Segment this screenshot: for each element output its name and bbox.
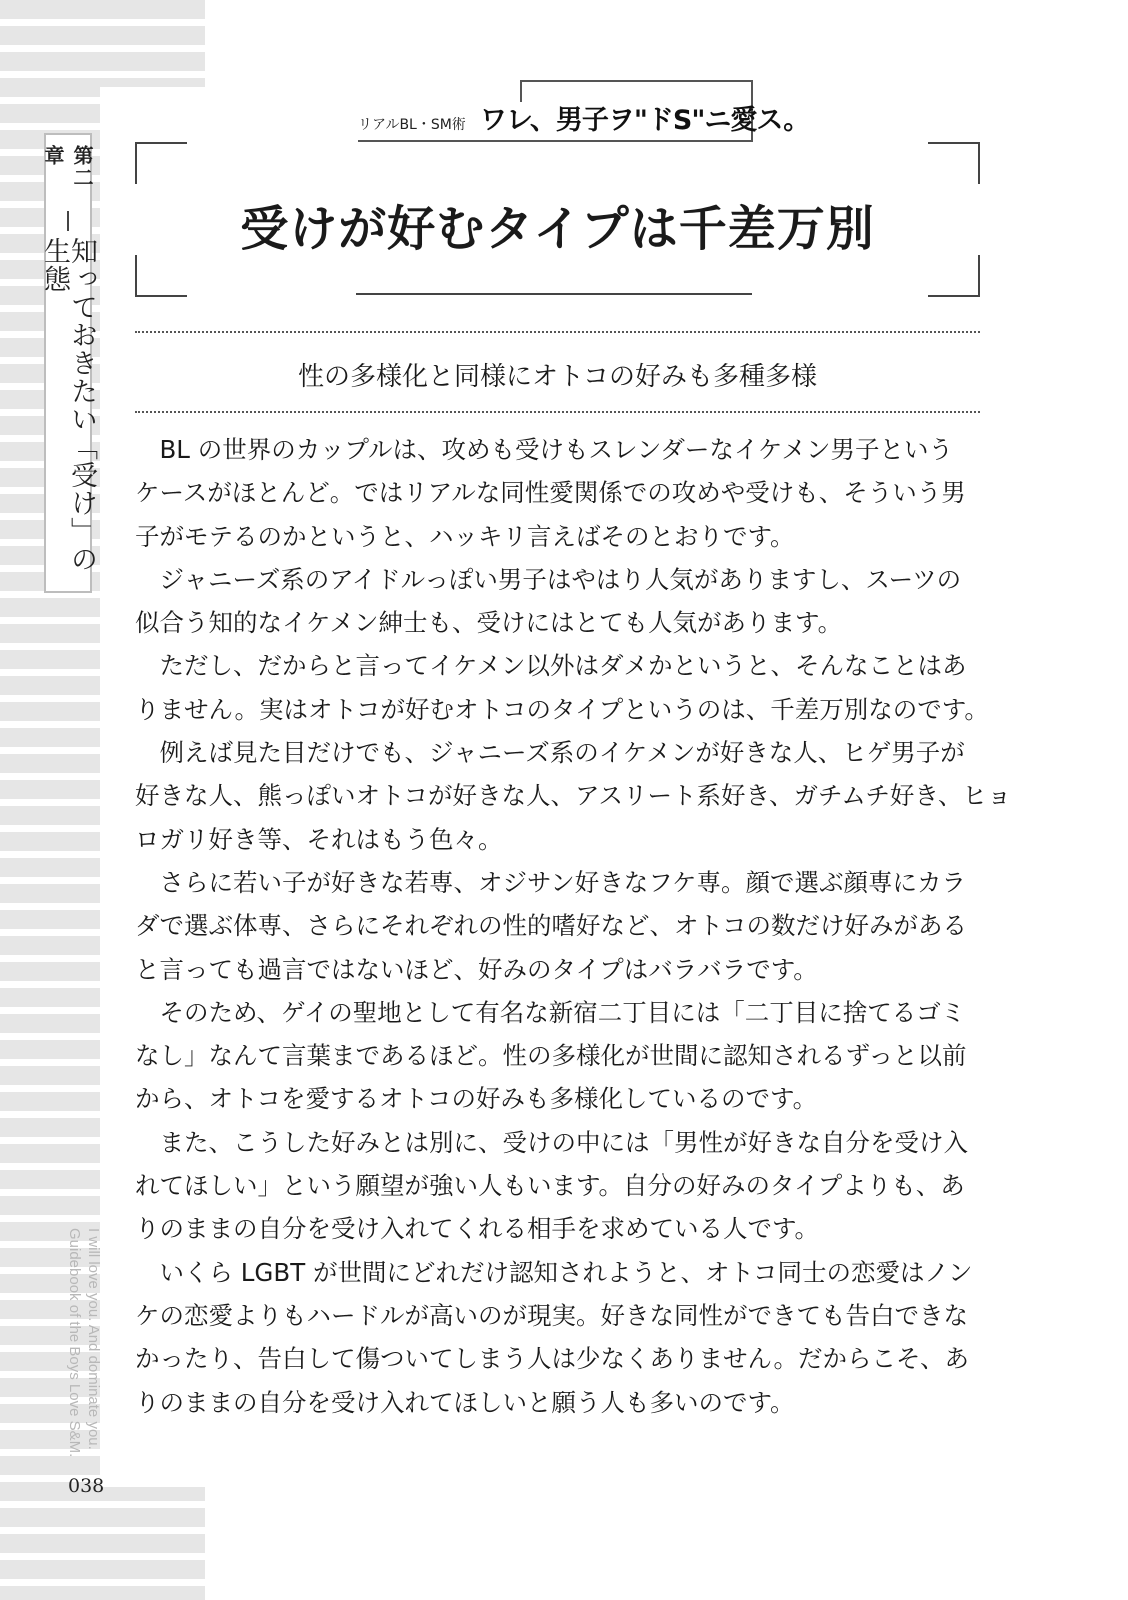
body-line: そのため、ゲイの聖地として有名な新宿二丁目には「二丁目に捨てるゴミ bbox=[135, 997, 966, 1027]
chapter-number: 第二章 bbox=[41, 145, 94, 189]
header-rule bbox=[358, 140, 753, 142]
body-line: ジャニーズ系のアイドルっぽい男子はやはり人気がありますし、スーツの bbox=[135, 564, 962, 594]
body-line: と言っても過言ではないほど、好みのタイプはバラバラです。 bbox=[135, 954, 818, 984]
body-line: りのままの自分を受け入れてほしいと願う人も多いのです。 bbox=[135, 1387, 795, 1417]
body-line: ロガリ好き等、それはもう色々。 bbox=[135, 824, 503, 854]
body-line: また、こうした好みとは別に、受けの中には「男性が好きな自分を受け入 bbox=[135, 1127, 968, 1157]
title-frame-bottom-left bbox=[135, 255, 187, 297]
body-line: ダで選ぶ体専、さらにそれぞれの性的嗜好など、オトコの数だけ好みがある bbox=[135, 911, 968, 941]
page-title: 受けが好むタイプは千差万別 bbox=[240, 201, 875, 257]
body-line: りません。実はオトコが好むオトコのタイプというのは、千差万別なのです。 bbox=[135, 694, 989, 724]
series-title: ワレ、男子ヲ"ドS"ニ愛ス。 bbox=[480, 105, 810, 136]
body-line: ケースがほとんど。ではリアルな同性愛関係での攻めや受けも、そういう男 bbox=[135, 478, 966, 508]
side-english-caption bbox=[64, 1228, 104, 1458]
body-line: なし」なんて言葉まであるほど。性の多様化が世間に認知されるずっと以前 bbox=[135, 1041, 967, 1071]
body-line: いくら LGBT が世間にどれだけ認知されようと、オトコ同士の恋愛はノン bbox=[135, 1257, 973, 1287]
body-line: 好きな人、熊っぽいオトコが好きな人、アスリート系好き、ガチムチ好き、ヒョ bbox=[135, 781, 1012, 811]
body-line: BL の世界のカップルは、攻めも受けもスレンダーなイケメン男子という bbox=[135, 435, 953, 464]
page-number: 038 bbox=[68, 1475, 105, 1497]
chapter-title: 知っておきたい「受け」の生態 bbox=[39, 236, 97, 573]
title-frame-bottom-right bbox=[928, 255, 980, 297]
body-line: ケの恋愛よりもハードルが高いのが現実。好きな同性ができても告白できな bbox=[135, 1300, 968, 1330]
body-line: 例えば見た目だけでも、ジャニーズ系のイケメンが好きな人、ヒゲ男子が bbox=[135, 738, 965, 768]
title-frame-bottom-line bbox=[356, 293, 752, 295]
dotted-divider-bottom bbox=[135, 411, 980, 413]
side-english-line-2: Guidebook of the Boys Love S&M. bbox=[66, 1228, 83, 1458]
chapter-tab bbox=[39, 133, 97, 593]
body-text bbox=[135, 428, 1012, 1424]
section-subtitle: 性の多様化と同様にオトコの好みも多種多様 bbox=[298, 362, 817, 392]
title-frame-top-right bbox=[928, 142, 980, 184]
body-line: から、オトコを愛するオトコの好みも多様化しているのです。 bbox=[135, 1084, 818, 1114]
series-subtitle: リアルBL・SM術 bbox=[358, 117, 466, 133]
header-decoration-top bbox=[520, 80, 753, 82]
body-line: かったり、告白して傷ついてしまう人は少なくありません。だからこそ、あ bbox=[135, 1344, 969, 1374]
body-line: ただし、だからと言ってイケメン以外はダメかというと、そんなことはあ bbox=[135, 651, 967, 681]
body-line: 子がモテるのかというと、ハッキリ言えばそのとおりです。 bbox=[135, 521, 795, 551]
body-line: さらに若い子が好きな若専、オジサン好きなフケ専。顔で選ぶ顔専にカラ bbox=[135, 867, 967, 897]
side-english-line-1: I will love you. And dominate you. bbox=[85, 1228, 102, 1450]
body-line: 似合う知的なイケメン紳士も、受けにはとても人気があります。 bbox=[135, 608, 843, 638]
title-frame-top-left bbox=[135, 142, 187, 184]
dotted-divider-top bbox=[135, 331, 980, 333]
series-header bbox=[358, 98, 810, 142]
chapter-separator bbox=[67, 211, 69, 231]
body-line: れてほしい」という願望が強い人もいます。自分の好みのタイプよりも、あ bbox=[135, 1171, 965, 1201]
body-line: りのままの自分を受け入れてくれる相手を求めている人です。 bbox=[135, 1214, 820, 1244]
